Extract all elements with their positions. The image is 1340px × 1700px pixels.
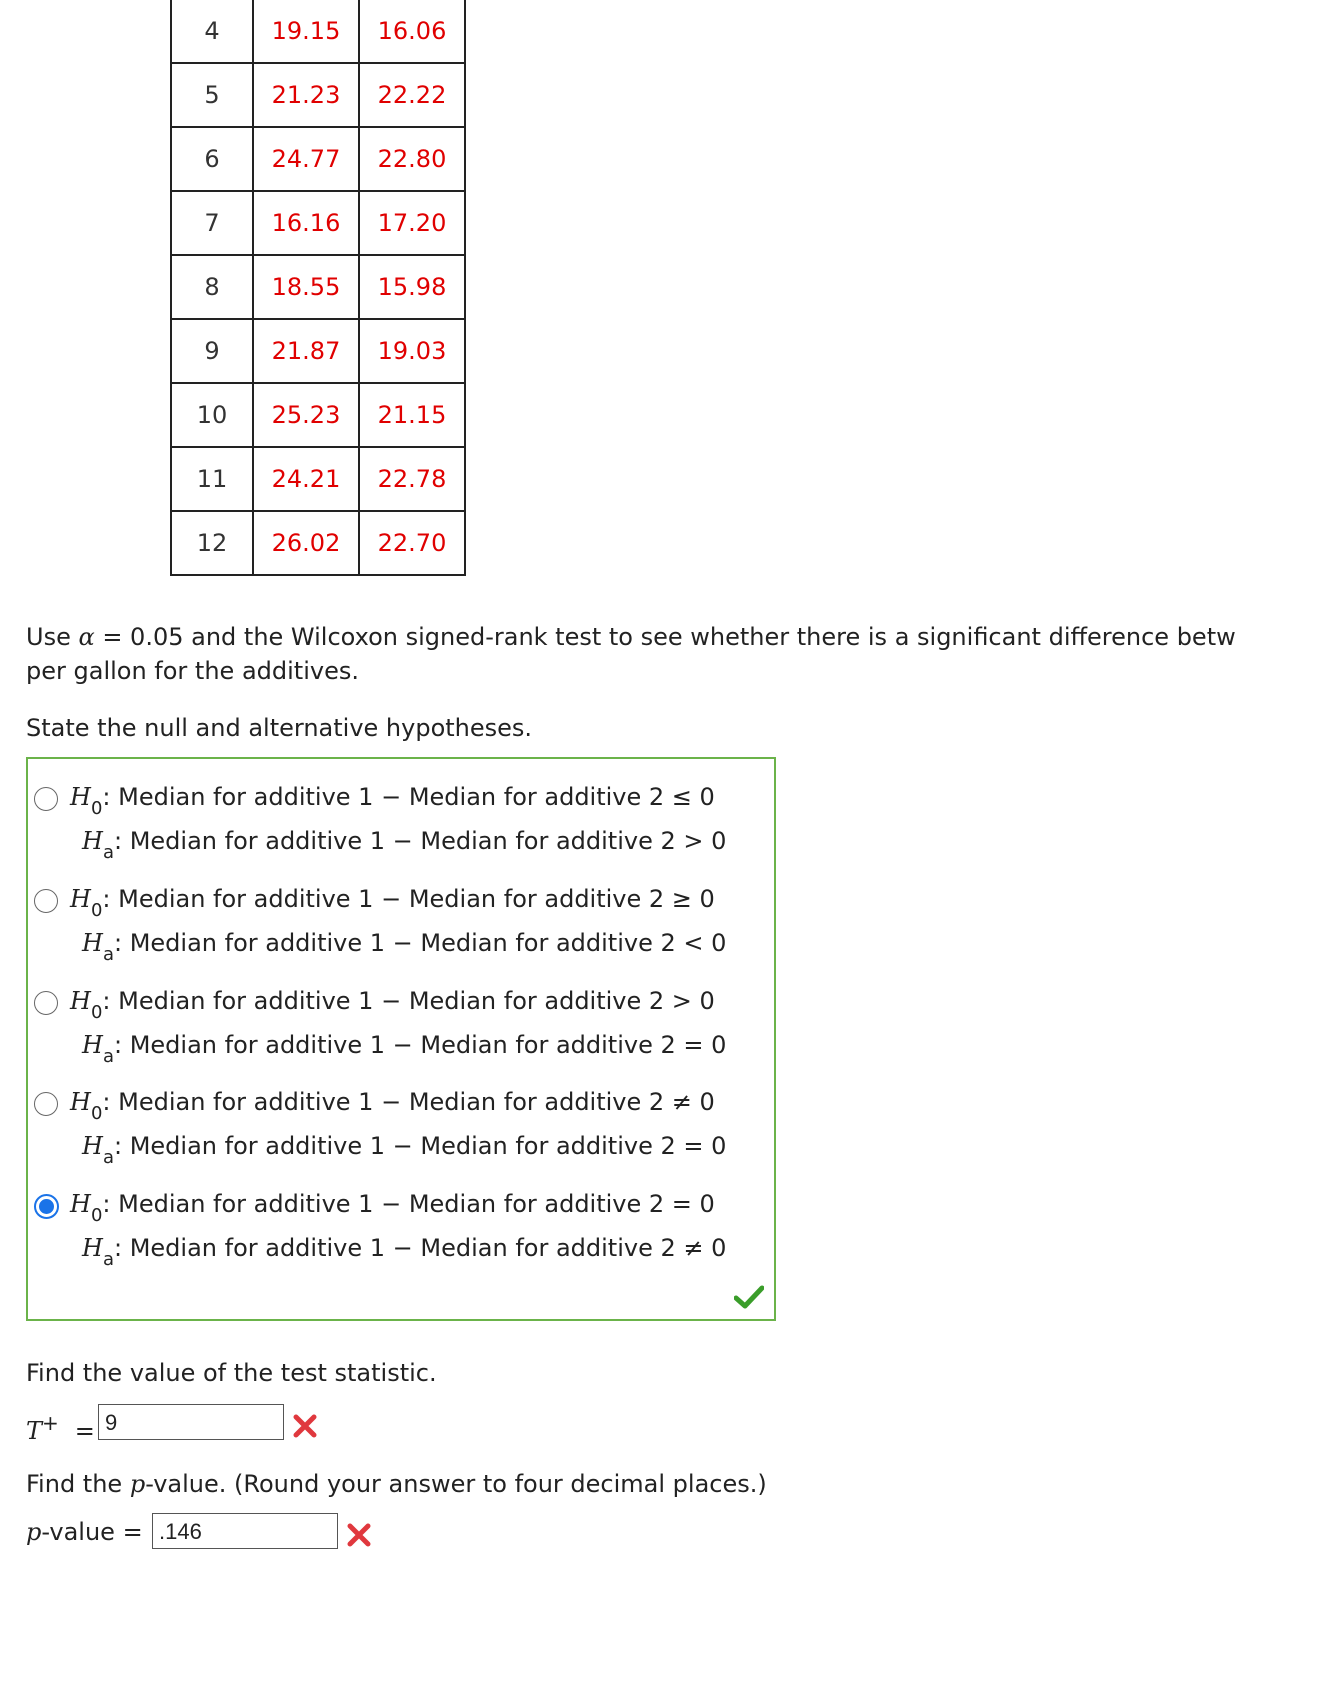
h0-subscript: 0 (90, 1205, 103, 1226)
additive-1-cell: 16.16 (253, 191, 359, 255)
alternative-hypothesis (82, 929, 727, 965)
ha-subscript: a (102, 944, 114, 965)
row-index-cell: 4 (171, 0, 253, 63)
pvalue-label-post: -value = (41, 1518, 143, 1546)
null-hypothesis-text: Median for additive 1 − Median for additive 2 > 0 (110, 987, 715, 1015)
test-statistic-label (26, 1406, 95, 1448)
t-equals: = (74, 1417, 95, 1445)
ha-subscript: a (102, 842, 114, 863)
additive-2-cell: 15.98 (359, 255, 465, 319)
instructions-pre: Use (26, 623, 79, 651)
hypothesis-choice-1[interactable] (28, 769, 774, 865)
null-hypothesis-text: Median for additive 1 − Median for additive 2 = 0 (110, 1190, 715, 1218)
check-icon (734, 1285, 764, 1309)
null-hypothesis (70, 783, 715, 819)
row-index-cell: 7 (171, 191, 253, 255)
row-index-cell: 8 (171, 255, 253, 319)
hypotheses-choices (26, 757, 776, 1321)
table-row (171, 447, 465, 511)
alternative-hypothesis (82, 1031, 727, 1067)
hypotheses-prompt: State the null and alternative hypotheses. (26, 714, 533, 742)
hypothesis-choice-4[interactable] (28, 1074, 774, 1170)
h-letter: H (82, 827, 103, 855)
colon: : (102, 885, 111, 913)
h-letter: H (82, 1234, 103, 1262)
t-symbol: T (26, 1417, 43, 1445)
colon: : (113, 1234, 123, 1262)
additive-1-cell: 18.55 (253, 255, 359, 319)
ha-subscript: a (102, 1147, 114, 1168)
additive-1-cell: 24.77 (253, 127, 359, 191)
h-letter: H (70, 885, 91, 913)
additive-2-cell: 17.20 (359, 191, 465, 255)
row-index-cell: 12 (171, 511, 253, 575)
incorrect-x-icon (291, 1412, 319, 1440)
radio-button[interactable] (34, 787, 58, 811)
colon: : (102, 1190, 111, 1218)
alternative-hypothesis-text: Median for additive 1 − Median for additive 2 = 0 (122, 1031, 727, 1059)
h-letter: H (70, 1190, 91, 1218)
alternative-hypothesis-text: Median for additive 1 − Median for additive 2 > 0 (122, 827, 727, 855)
table-row (171, 127, 465, 191)
table-row (171, 383, 465, 447)
table-row (171, 63, 465, 127)
alternative-hypothesis (82, 1234, 727, 1270)
null-hypothesis (70, 987, 715, 1023)
h-letter: H (70, 987, 91, 1015)
h-letter: H (82, 1132, 103, 1160)
hypothesis-choice-2[interactable] (28, 871, 774, 967)
ha-subscript: a (102, 1249, 114, 1270)
additive-2-cell: 19.03 (359, 319, 465, 383)
h0-subscript: 0 (90, 900, 103, 921)
incorrect-x-icon (345, 1521, 373, 1549)
pvalue-prompt (26, 1467, 767, 1501)
radio-button[interactable] (34, 889, 58, 913)
additive-1-cell: 21.23 (253, 63, 359, 127)
row-index-cell: 6 (171, 127, 253, 191)
additive-1-cell: 21.87 (253, 319, 359, 383)
additive-2-cell: 22.70 (359, 511, 465, 575)
table-row (171, 0, 465, 63)
data-table (170, 0, 466, 576)
additive-1-cell: 19.15 (253, 0, 359, 63)
row-index-cell: 11 (171, 447, 253, 511)
hypothesis-choice-3[interactable] (28, 973, 774, 1069)
table-body (171, 0, 465, 575)
additive-2-cell: 22.78 (359, 447, 465, 511)
instructions-post: = 0.05 and the Wilcoxon signed-rank test to see whether there is a significant difference betw (94, 623, 1236, 651)
radio-button[interactable] (34, 991, 58, 1015)
alternative-hypothesis-text: Median for additive 1 − Median for additive 2 ≠ 0 (122, 1234, 727, 1262)
alternative-hypothesis (82, 1132, 727, 1168)
alternative-hypothesis-text: Median for additive 1 − Median for additive 2 < 0 (122, 929, 727, 957)
colon: : (102, 783, 111, 811)
radio-button[interactable] (34, 1092, 58, 1116)
instructions-line-2: per gallon for the additives. (26, 657, 359, 685)
colon: : (113, 1132, 123, 1160)
additive-1-cell: 25.23 (253, 383, 359, 447)
alternative-hypothesis-text: Median for additive 1 − Median for additive 2 = 0 (122, 1132, 727, 1160)
test-statistic-input[interactable]: 9 (98, 1404, 284, 1440)
pvalue-label-p: p (26, 1518, 42, 1546)
table-row (171, 255, 465, 319)
colon: : (102, 1088, 111, 1116)
h-letter: H (70, 783, 91, 811)
h0-subscript: 0 (90, 1002, 103, 1023)
row-index-cell: 5 (171, 63, 253, 127)
additive-1-cell: 26.02 (253, 511, 359, 575)
pvalue-input[interactable]: .146 (152, 1513, 338, 1549)
null-hypothesis (70, 1088, 715, 1124)
additive-1-cell: 24.21 (253, 447, 359, 511)
colon: : (113, 929, 123, 957)
pvalue-prompt-pre: Find the (26, 1470, 130, 1498)
null-hypothesis (70, 885, 715, 921)
radio-button[interactable] (34, 1194, 59, 1219)
null-hypothesis-text: Median for additive 1 − Median for additive 2 ≥ 0 (110, 885, 715, 913)
additive-2-cell: 22.22 (359, 63, 465, 127)
ha-subscript: a (102, 1046, 114, 1067)
additive-2-cell: 22.80 (359, 127, 465, 191)
colon: : (102, 987, 111, 1015)
t-plus-sup: + (42, 1411, 59, 1435)
instructions-line-1 (26, 620, 1236, 654)
table-row (171, 319, 465, 383)
table-row (171, 191, 465, 255)
table-row (171, 511, 465, 575)
colon: : (113, 827, 123, 855)
hypothesis-choice-5[interactable] (28, 1176, 774, 1272)
alpha-symbol: α (78, 623, 95, 651)
h0-subscript: 0 (90, 798, 103, 819)
additive-2-cell: 16.06 (359, 0, 465, 63)
additive-2-cell: 21.15 (359, 383, 465, 447)
h-letter: H (82, 929, 103, 957)
pvalue-prompt-post: -value. (Round your answer to four decimal places.) (145, 1470, 767, 1498)
null-hypothesis-text: Median for additive 1 − Median for additive 2 ≠ 0 (110, 1088, 715, 1116)
alternative-hypothesis (82, 827, 727, 863)
colon: : (113, 1031, 123, 1059)
pvalue-prompt-p: p (129, 1470, 146, 1498)
row-index-cell: 9 (171, 319, 253, 383)
null-hypothesis-text: Median for additive 1 − Median for additive 2 ≤ 0 (110, 783, 715, 811)
null-hypothesis (70, 1190, 715, 1226)
pvalue-label (26, 1515, 143, 1549)
h0-subscript: 0 (90, 1103, 103, 1124)
row-index-cell: 10 (171, 383, 253, 447)
h-letter: H (82, 1031, 103, 1059)
h-letter: H (70, 1088, 91, 1116)
test-statistic-prompt: Find the value of the test statistic. (26, 1359, 437, 1387)
